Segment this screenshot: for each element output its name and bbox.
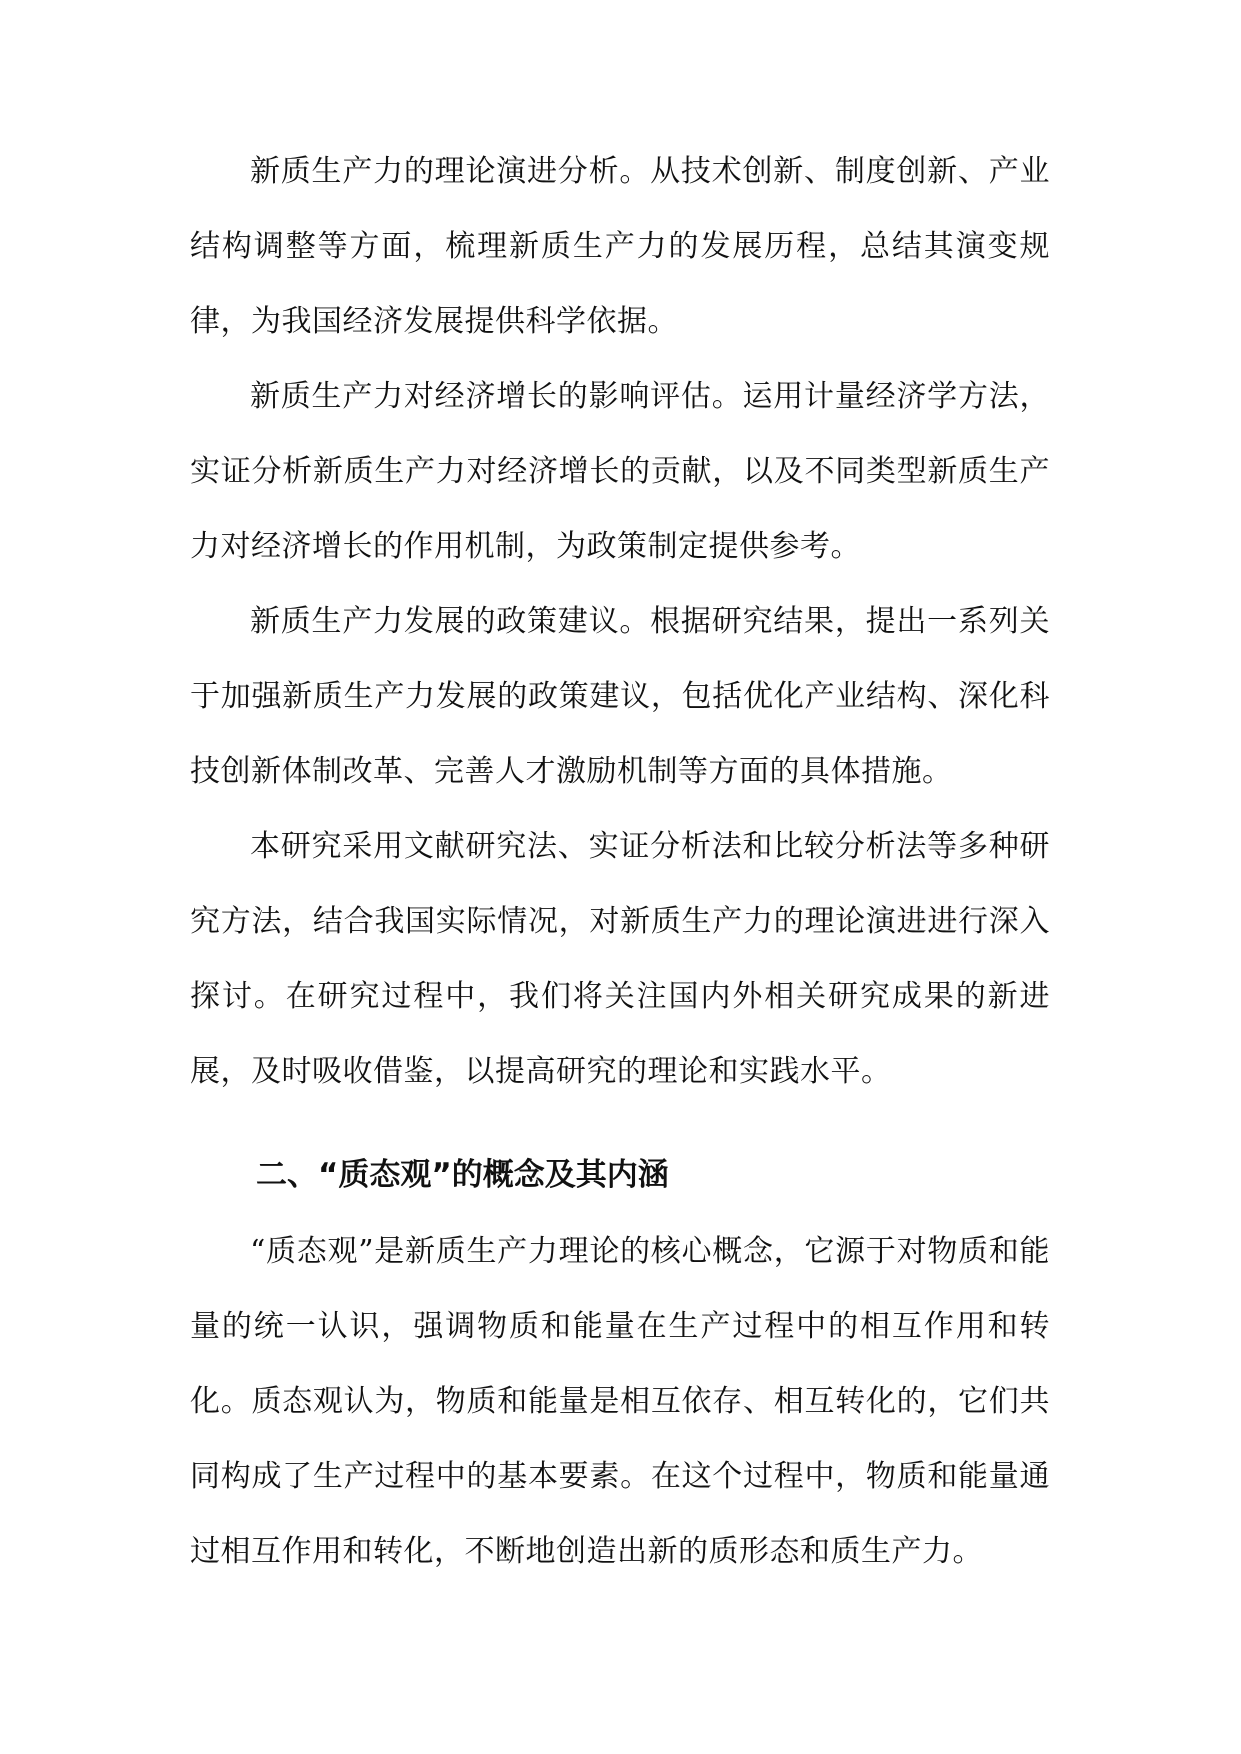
paragraph-theory-evolution: 新质生产力的理论演进分析。从技术创新、制度创新、产业结构调整等方面，梳理新质生产力的发展历程，总结其演变规律，为我国经济发展提供科学依据。 bbox=[190, 154, 1050, 339]
paragraph-research-methods: 本研究采用文献研究法、实证分析法和比较分析法等多种研究方法，结合我国实际情况，对新质生产力的理论演进进行深入探讨。在研究过程中，我们将关注国内外相关研究成果的新进展，及时吸收借鉴，以提高研究的理论和实践水平。 bbox=[190, 829, 1050, 1089]
section-heading: 二、“质态观”的概念及其内涵 bbox=[256, 1157, 669, 1193]
document-body bbox=[190, 134, 1050, 1589]
paragraph-policy-suggestions: 新质生产力发展的政策建议。根据研究结果，提出一系列关于加强新质生产力发展的政策建议，包括优化产业结构、深化科技创新体制改革、完善人才激励机制等方面的具体措施。 bbox=[190, 604, 1050, 789]
paragraph-growth-impact: 新质生产力对经济增长的影响评估。运用计量经济学方法，实证分析新质生产力对经济增长的贡献，以及不同类型新质生产力对经济增长的作用机制，为政策制定提供参考。 bbox=[190, 379, 1050, 564]
paragraph-quality-state-view: “质态观”是新质生产力理论的核心概念，它源于对物质和能量的统一认识，强调物质和能量在生产过程中的相互作用和转化。质态观认为，物质和能量是相互依存、相互转化的，它们共同构成了生产过程中的基本要素。在这个过程中，物质和能量通过相互作用和转化，不断地创造出新的质形态和质生产力。 bbox=[190, 1234, 1050, 1569]
